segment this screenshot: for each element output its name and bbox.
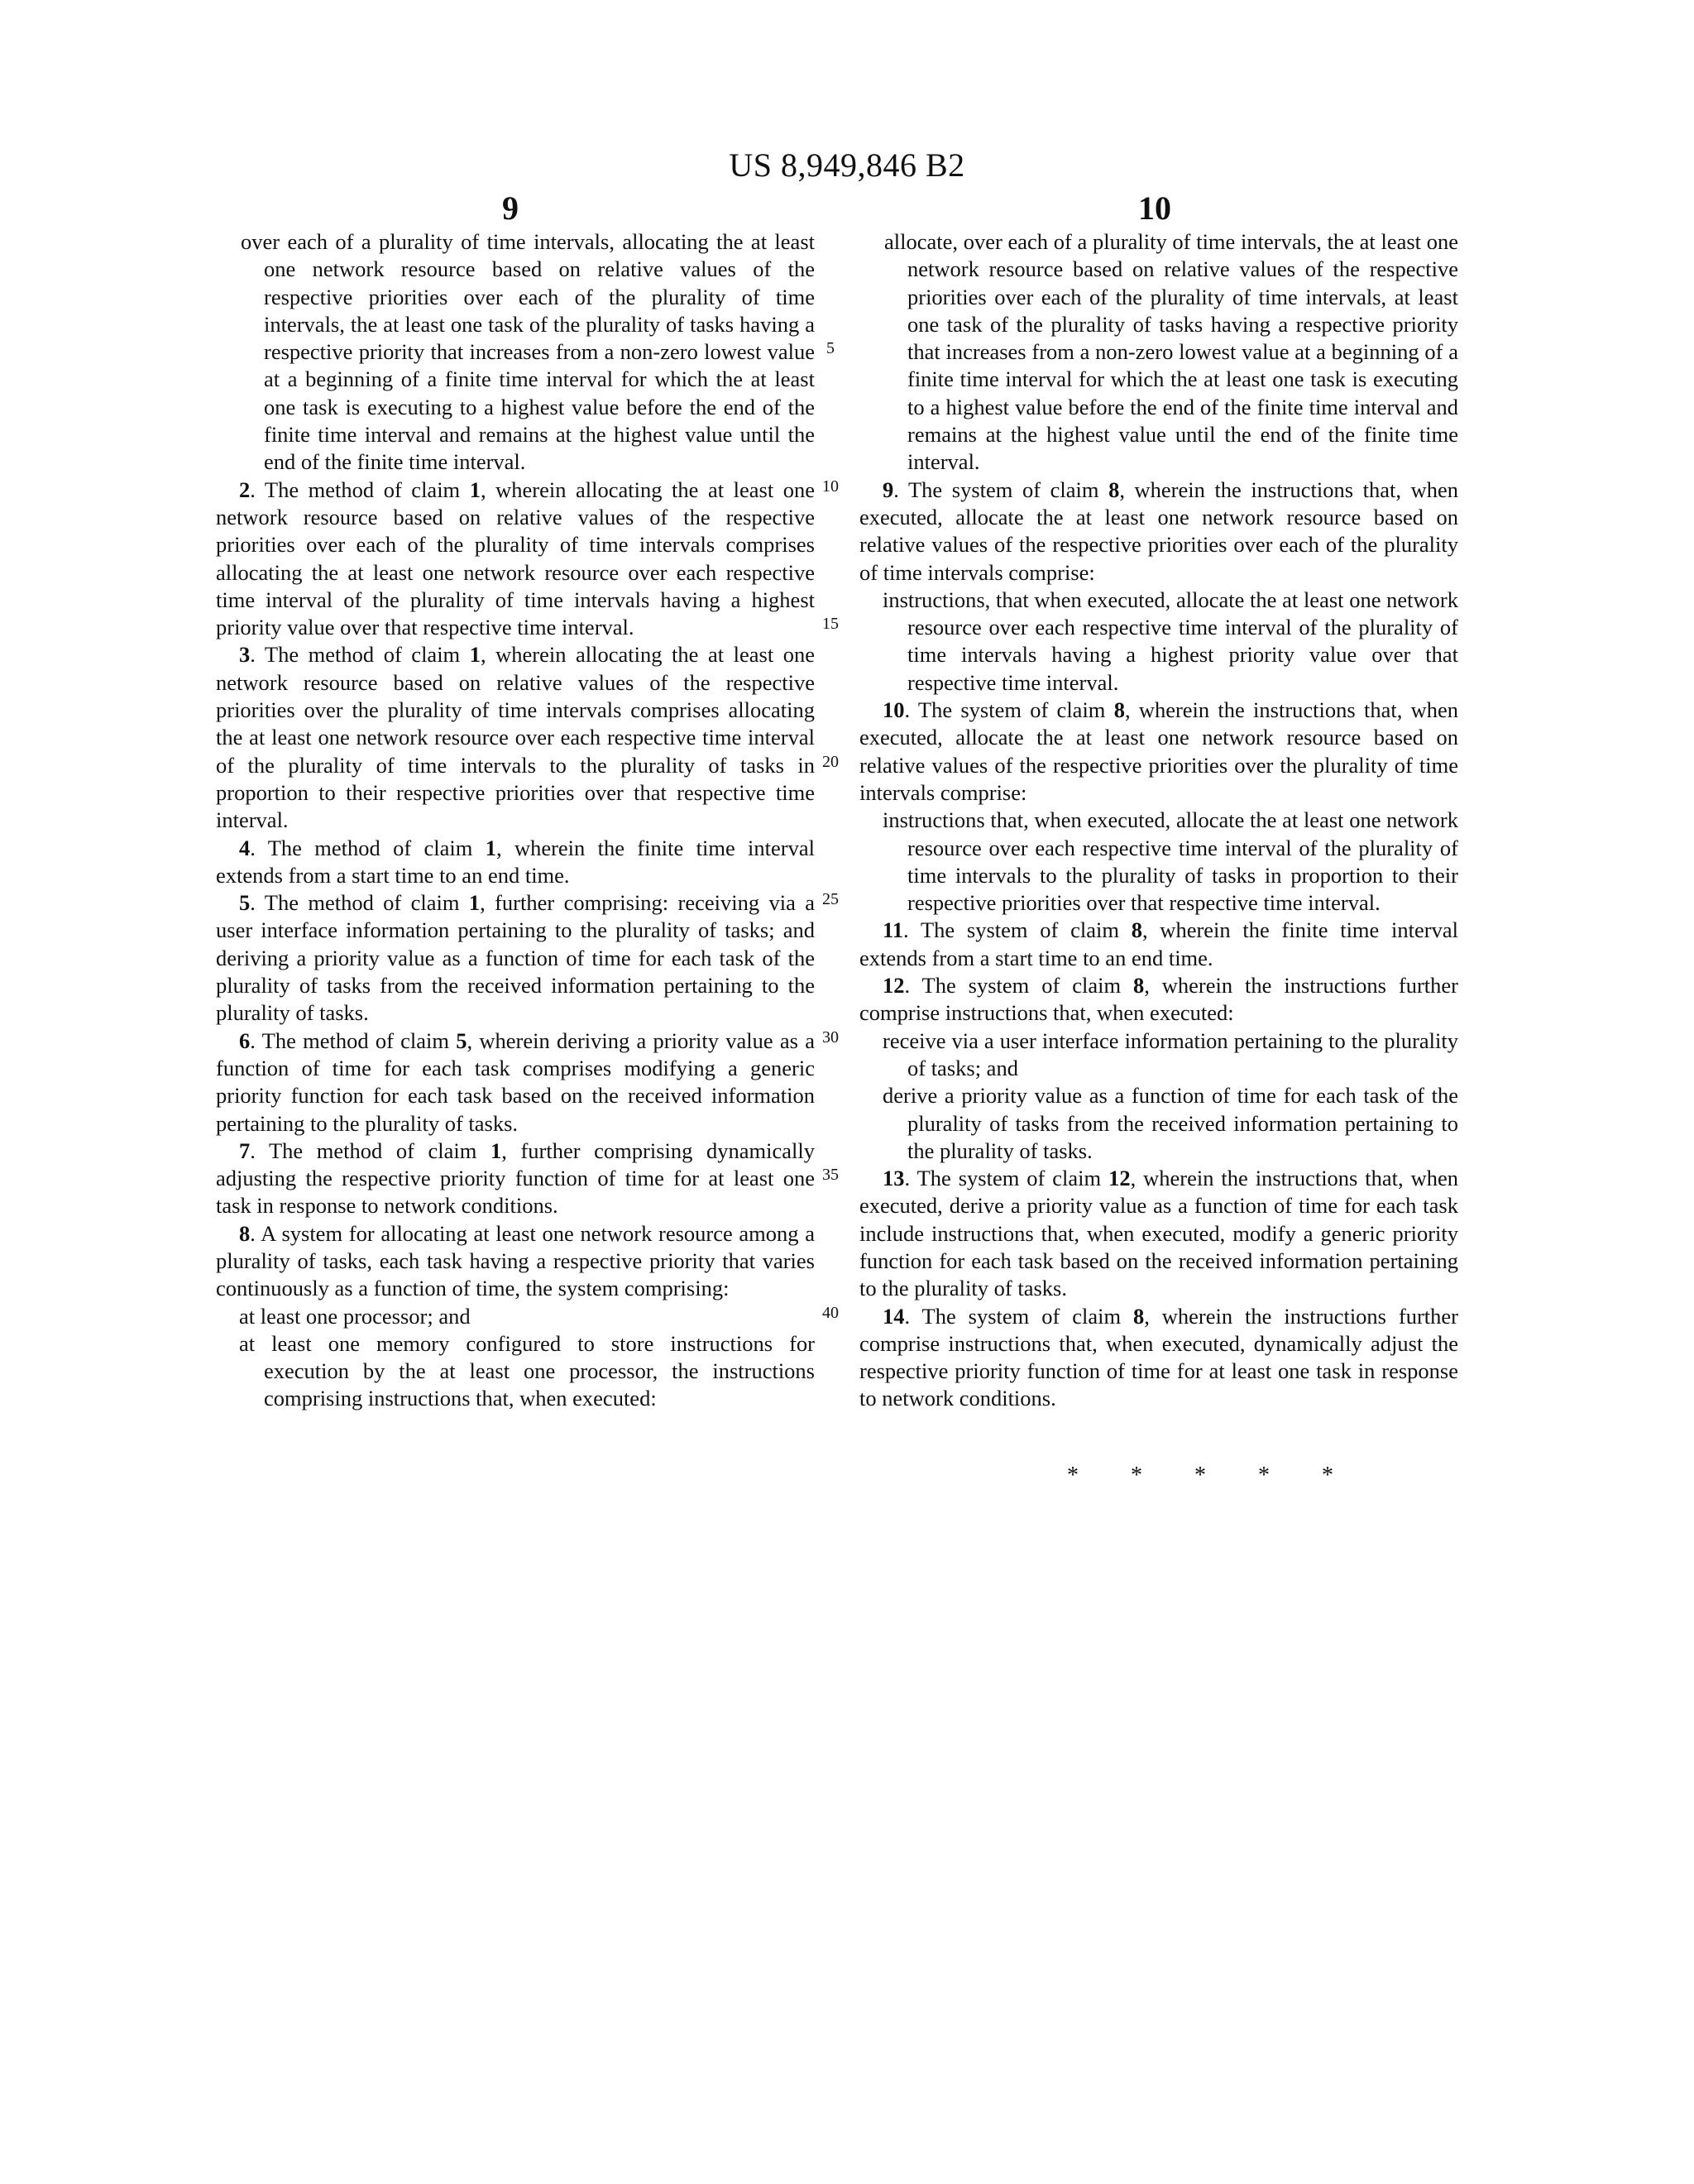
left-column [216, 228, 815, 1413]
claim-number: 5 [239, 890, 251, 916]
claim-text: , wherein the instructions that, when executed, derive a priority value as a function of time for each task include instructions that, when executed, modify a generic priority function for each task based on the received information pertaining to the plurality of tasks. [859, 1166, 1458, 1301]
right-column [859, 228, 1458, 1413]
line-number: 25 [822, 890, 839, 908]
claim-reference: 1 [469, 477, 481, 502]
claim-reference: 8 [1132, 973, 1145, 999]
claim-text: . The method of claim [250, 642, 470, 668]
claim-reference: 1 [485, 835, 496, 860]
claim-8-element: at least one processor; and [239, 1303, 471, 1329]
claim-8 [216, 1220, 815, 1303]
claim-reference: 5 [456, 1027, 467, 1053]
line-number: 5 [826, 339, 835, 357]
line-number: 40 [822, 1304, 839, 1322]
claim-number: 2 [239, 477, 251, 502]
claim-number: 9 [883, 477, 894, 502]
line-number: 20 [822, 753, 839, 771]
claim-5 [216, 889, 815, 1027]
claim-7 [216, 1138, 815, 1220]
claim-text: . The system of claim [893, 477, 1109, 502]
claim-reference: 1 [490, 1138, 502, 1163]
claim-6 [216, 1027, 815, 1138]
claim-text: . The system of claim [904, 1303, 1133, 1329]
claim-12 [859, 972, 1458, 1027]
claim-12-element: derive a priority value as a function of time for each task of the plurality of tasks from the received information pertaining to the plurality of tasks. [883, 1083, 1458, 1163]
claim-text: . The system of claim [904, 1166, 1109, 1191]
claim-number: 4 [239, 835, 251, 860]
claim-text: . The system of claim [904, 973, 1133, 999]
claim-2 [216, 477, 815, 642]
claim-reference: 1 [468, 890, 481, 916]
column-number-left: 9 [502, 189, 519, 227]
column-number-right: 10 [1138, 189, 1171, 227]
claim-text: , wherein the finite time interval extends from a start time to an end time. [859, 917, 1458, 970]
claim-9 [859, 477, 1458, 587]
line-number: 15 [822, 615, 839, 633]
line-number: 30 [822, 1028, 839, 1046]
claim-14 [859, 1303, 1458, 1413]
claim-text: , wherein the instructions that, when executed, allocate the at least one network resource based on relative values of the respective priorities over the plurality of time intervals comprise: [859, 697, 1458, 805]
claim-number: 8 [239, 1220, 251, 1246]
claim-number: 3 [239, 642, 251, 668]
claim-reference: 8 [1132, 1303, 1145, 1329]
claim-text: . A system for allocating at least one network resource among a plurality of tasks, each task having a respective priority that varies continuously as a function of time, the system comprising: [216, 1220, 815, 1301]
claim-number: 13 [883, 1166, 905, 1191]
claim-text: , wherein the instructions further comprise instructions that, when executed, dynamically adjust the respective priority function of time for at least one task in response to network conditions. [859, 1303, 1459, 1411]
claim-8-element: at least one memory configured to store instructions for execution by the at least one processor, the instructions comprising instructions that, when executed: [239, 1330, 815, 1411]
claim-4 [216, 835, 815, 890]
claim-12-element: receive via a user interface information pertaining to the plurality of tasks; and [883, 1027, 1458, 1080]
claim-text: , further comprising dynamically adjusting the respective priority function of time for at least one task in response to network conditions. [216, 1138, 815, 1219]
line-number: 35 [822, 1166, 839, 1184]
claim-text: . The method of claim [250, 835, 486, 860]
claim-number: 14 [883, 1303, 905, 1329]
claim-11 [859, 917, 1458, 972]
claim-text: , wherein allocating the at least one network resource based on relative values of the respective priorities over the plurality of time intervals comprises allocating the at least one network resource over each respective time interval of the plurality of time intervals to the plurality of tasks in proportion to their respective priorities over that respective time interval. [216, 642, 815, 833]
line-number: 10 [822, 477, 839, 496]
claim-text: , wherein the instructions further comprise instructions that, when executed: [859, 973, 1459, 1026]
claim-text: . The system of claim [903, 917, 1132, 943]
claim-text: , further comprising: receiving via a user interface information pertaining to the plurality of tasks; and deriving a priority value as a function of time for each task of the plurality of tasks from the received information pertaining to the plurality of tasks. [216, 890, 815, 1026]
claim-number: 10 [883, 697, 905, 723]
claim-reference: 8 [1113, 697, 1125, 723]
claim-number: 12 [883, 973, 905, 999]
claim-text: . The system of claim [904, 697, 1114, 723]
claim-number: 6 [239, 1027, 251, 1053]
claim-text: , wherein the finite time interval extends from a start time to an end time. [216, 835, 815, 888]
claim-number: 7 [239, 1138, 251, 1163]
claim-text: . The method of claim [250, 1138, 490, 1163]
claim-reference: 1 [469, 642, 481, 668]
claim-text: . The method of claim [250, 1027, 457, 1053]
claim-10-element: instructions that, when executed, allocate the at least one network resource over each respective time interval of the plurality of time intervals to the plurality of tasks in proportion to their respective priorities over that respective time interval. [883, 807, 1458, 916]
claim-reference: 12 [1108, 1166, 1131, 1191]
claim-text: , wherein deriving a priority value as a function of time for each task comprises modifying a generic priority function for each task based on the received information pertaining to the plurality of tasks. [216, 1027, 815, 1136]
claim-number: 11 [883, 917, 904, 943]
end-of-document-mark: * * * * * [1067, 1463, 1357, 1488]
claim-text: . The method of claim [250, 890, 469, 916]
claim-reference: 8 [1108, 477, 1120, 502]
claim-text: . The method of claim [250, 477, 470, 502]
claim-8-continuation: allocate, over each of a plurality of time intervals, the at least one network resource based on relative values of the respective priorities over each of the plurality of time intervals, at least one task of the plurality of tasks having a respective priority that increases from a non-zero lowest value at a beginning of a finite time interval for which the at least one task is executing to a highest value before the end of the finite time interval and remains at the highest value until the end of the finite time interval. [884, 229, 1458, 475]
patent-number: US 8,949,846 B2 [729, 146, 965, 184]
claim-text: , wherein the instructions that, when executed, allocate the at least one network resource based on relative values of the respective priorities over each of the plurality of time intervals comprise: [859, 477, 1458, 585]
claim-reference: 8 [1131, 917, 1142, 943]
claim-10 [859, 697, 1458, 807]
claim-text: , wherein allocating the at least one network resource based on relative values of the respective priorities over each of the plurality of time intervals comprises allocating the at least one network resource over each respective time interval of the plurality of time intervals having a highest priority value over that respective time interval. [216, 477, 815, 640]
claim-1-continuation: over each of a plurality of time intervals, allocating the at least one network resource based on relative values of the respective priorities over each of the plurality of time intervals, the at least one task of the plurality of tasks having a respective priority that increases from a non-zero lowest value at a beginning of a finite time interval for which the at least one task is executing to a highest value before the end of the finite time interval and remains at the highest value until the end of the finite time interval. [241, 229, 815, 475]
claim-3 [216, 641, 815, 834]
claim-13 [859, 1165, 1458, 1302]
claim-9-element: instructions, that when executed, allocate the at least one network resource over each respective time interval of the plurality of time intervals having a highest priority value over that respective time interval. [883, 587, 1458, 695]
